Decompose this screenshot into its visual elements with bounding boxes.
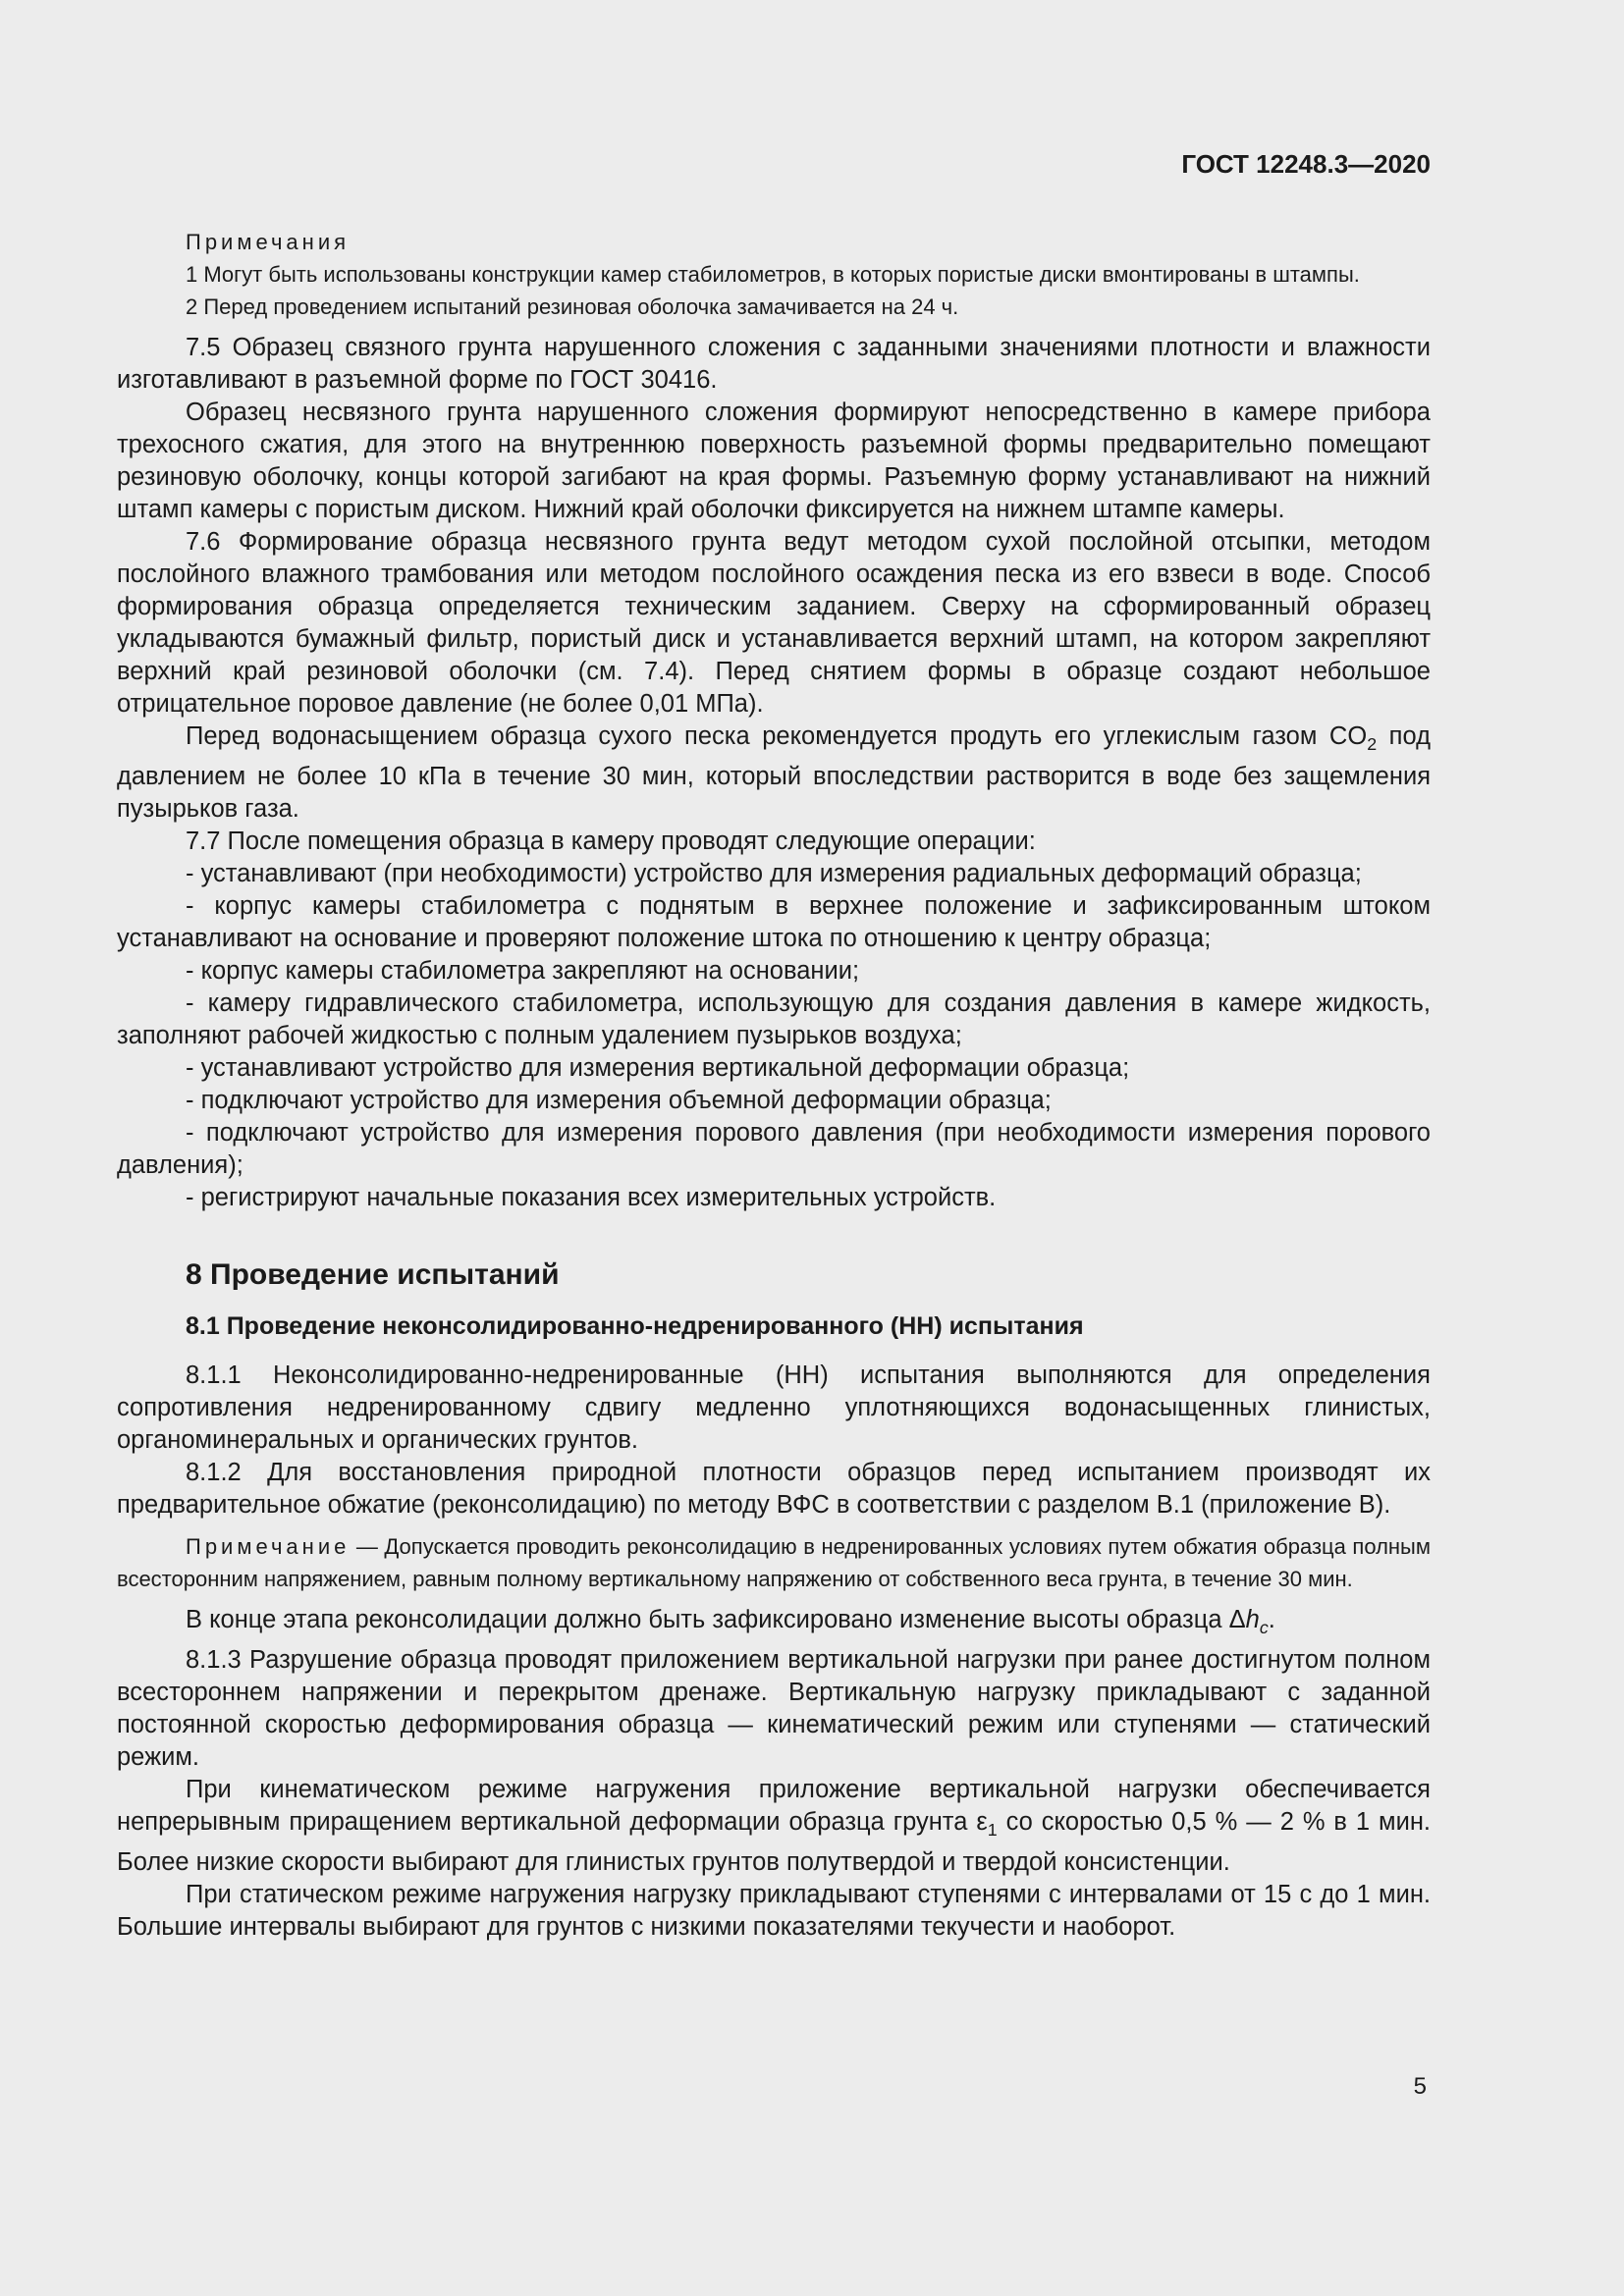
note-label: Примечание xyxy=(186,1534,351,1560)
operation-item: - корпус камеры стабилометра с поднятым в верхнее положение и зафиксированным штоком устанавливают на основание и проверяют положение штока по отношению к центру образца; xyxy=(117,892,1431,953)
section-8-heading: 8 Проведение испытаний xyxy=(186,1258,560,1292)
operation-item: - подключают устройство для измерения объемной деформации образца; xyxy=(186,1087,1052,1115)
note-1: 1 Могут быть использованы конструкции камер стабилометров, в которых пористые диски вмонтированы в штампы. xyxy=(186,262,1360,287)
paragraph-7-5-cont: Образец несвязного грунта нарушенного сложения формируют непосредственно в камере прибора трехосного сжатия, для этого на внутреннюю поверхность разъемной формы предварительно помещают резиновую оболочку, концы которой загибают на края формы. Разъемную форму устанавливают на нижний штамп камеры с пористым диском. Нижний край оболочки фиксируется на нижнем штампе камеры. xyxy=(117,399,1431,523)
paragraph-7-6: 7.6 Формирование образца несвязного грунта ведут методом сухой послойной отсыпки, методом послойного влажного трамбования или методом послойного осаждения песка из его взвеси в воде. Способ формирования образца определяется техническим заданием. Сверху на сформированный образец укладываются бумажный фильтр, пористый диск и устанавливается верхний штамп, на котором закрепляют верхний край резиновой оболочки (см. 7.4). Перед снятием формы в образце создают небольшое отрицательное поровое давление (не более 0,01 МПа). xyxy=(117,528,1431,718)
note-text: — Допускается проводить реконсолидацию в недренированных условиях путем обжатия образца полным всесторонним напряжением, равным полному вертикальному напряжению от собственного веса грунта, в течение 30 мин. xyxy=(117,1534,1431,1592)
operation-item: - устанавливают (при необходимости) устройство для измерения радиальных деформаций образца; xyxy=(186,860,1362,888)
paragraph-8-1-3: 8.1.3 Разрушение образца проводят приложением вертикальной нагрузки при ранее достигнутом полном всестороннем напряжении и перекрытом дренаже. Вертикальную нагрузку прикладывают с заданной постоянной скоростью деформирования образца — кинематический режим или ступенями — статический режим. xyxy=(117,1646,1431,1772)
paragraph-8-1-1: 8.1.1 Неконсолидированно-недренированные (НН) испытания выполняются для определения сопротивления недренированному сдвигу медленно уплотняющихся водонасыщенных глинистых, органоминеральных и органических грунтов. xyxy=(117,1362,1431,1455)
section-8-text-cont xyxy=(117,1604,1431,1944)
operation-item: - корпус камеры стабилометра закрепляют на основании; xyxy=(186,957,860,986)
document-code-header: ГОСТ 12248.3—2020 xyxy=(1181,149,1431,179)
section-7-text xyxy=(117,332,1431,1214)
paragraph-co2: Перед водонасыщением образца сухого песка рекомендуется продуть его углекислым газом $CO_2$ под давлением не более 10 кПа в течение 30 мин, который впоследствии растворится в воде без защемления пузырьков газа. xyxy=(117,722,1431,824)
note-8-1-2 xyxy=(117,1530,1431,1595)
notes-title: Примечания xyxy=(186,230,351,254)
paragraph-8-1-2: 8.1.2 Для восстановления природной плотности образцов перед испытанием производят их предварительное обжатие (реконсолидацию) по методу ВФС в соответствии с разделом В.1 (приложение В). xyxy=(117,1459,1431,1520)
section-8-1-heading: 8.1 Проведение неконсолидированно-недренированного (НН) испытания xyxy=(186,1312,1084,1341)
paragraph-7-7: 7.7 После помещения образца в камеру проводят следующие операции: xyxy=(186,828,1036,856)
paragraph-7-5: 7.5 Образец связного грунта нарушенного сложения с заданными значениями плотности и влажности изготавливают в разъемной форме по ГОСТ 30416. xyxy=(117,334,1431,394)
page-content xyxy=(117,226,1431,1944)
operation-item: - устанавливают устройство для измерения вертикальной деформации образца; xyxy=(186,1054,1130,1083)
page-number: 5 xyxy=(1413,2073,1427,2100)
note-2: 2 Перед проведением испытаний резиновая оболочка замачивается на 24 ч. xyxy=(186,294,959,319)
notes-block xyxy=(117,226,1431,323)
paragraph-reconsolidation-end: В конце этапа реконсолидации должно быть зафиксировано изменение высоты образца $\Delta h_c$. xyxy=(186,1606,1275,1638)
operation-item: - камеру гидравлического стабилометра, использующую для создания давления в камере жидкость, заполняют рабочей жидкостью с полным удалением пузырьков воздуха; xyxy=(117,989,1431,1050)
section-8-text xyxy=(117,1360,1431,1522)
paragraph-kinematic: При кинематическом режиме нагружения приложение вертикальной нагрузки обеспечивается непрерывным приращением вертикальной деформации образца грунта $\varepsilon_1$ со скоростью 0,5 % — 2 % в 1 мин. Более низкие скорости выбирают для глинистых грунтов полутвердой и твердой консистенции. xyxy=(117,1776,1431,1877)
operation-item: - подключают устройство для измерения порового давления (при необходимости измерения порового давления); xyxy=(117,1119,1431,1180)
paragraph-static: При статическом режиме нагружения нагрузку прикладывают ступенями с интервалами от 15 с до 1 мин. Большие интервалы выбирают для грунтов с низкими показателями текучести и наоборот. xyxy=(117,1881,1431,1942)
operation-item: - регистрируют начальные показания всех измерительных устройств. xyxy=(186,1184,997,1212)
